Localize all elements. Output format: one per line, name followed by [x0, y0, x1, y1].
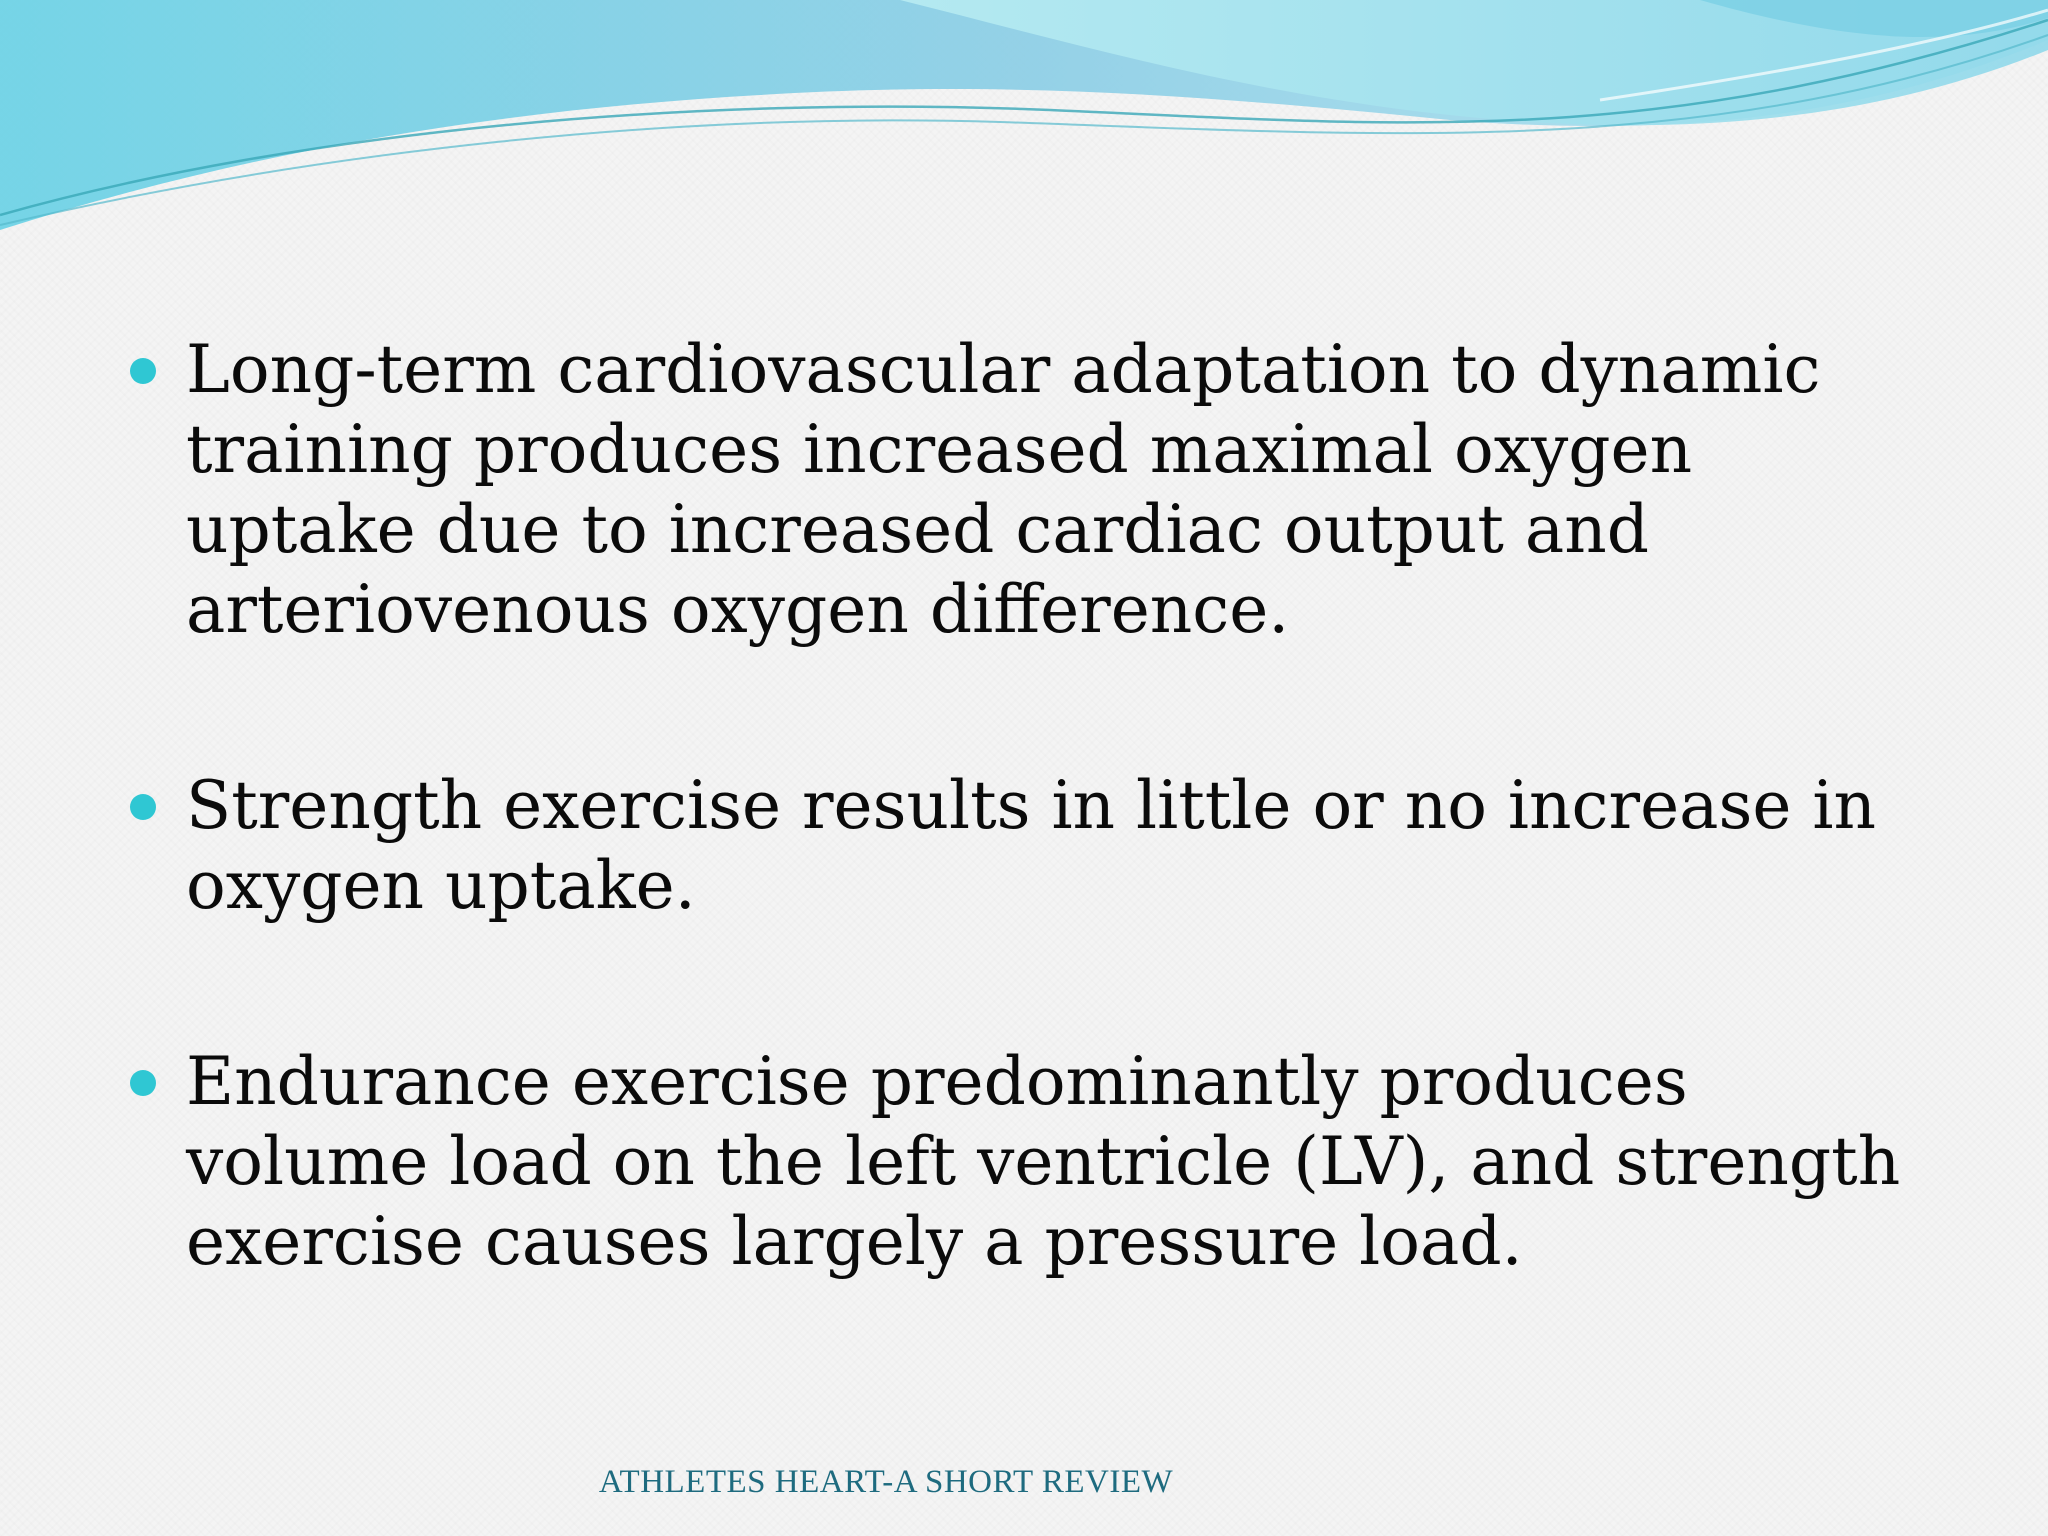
- bullet-item: [130, 1042, 1910, 1282]
- bullet-text: Long-term cardiovascular adaptation to dynamic training produces increased maximal oxygen uptake due to increased cardiac output and arteriovenous oxygen difference.: [186, 331, 1821, 648]
- bullet-dot-icon: [130, 1070, 156, 1096]
- bullet-dot-icon: [130, 794, 156, 820]
- bullet-item: [130, 766, 1910, 926]
- bullet-item: [130, 330, 1910, 650]
- bullet-dot-icon: [130, 358, 156, 384]
- bullet-text: Endurance exercise predominantly produces volume load on the left ventricle (LV), and strength exercise causes largely a pressure load.: [186, 1043, 1901, 1280]
- slide-footer: ATHLETES HEART-A SHORT REVIEW: [598, 1464, 1174, 1500]
- bullet-list: [130, 330, 1910, 1282]
- header-wave-decoration: [0, 0, 2048, 240]
- bullet-text: Strength exercise results in little or no increase in oxygen uptake.: [186, 767, 1876, 924]
